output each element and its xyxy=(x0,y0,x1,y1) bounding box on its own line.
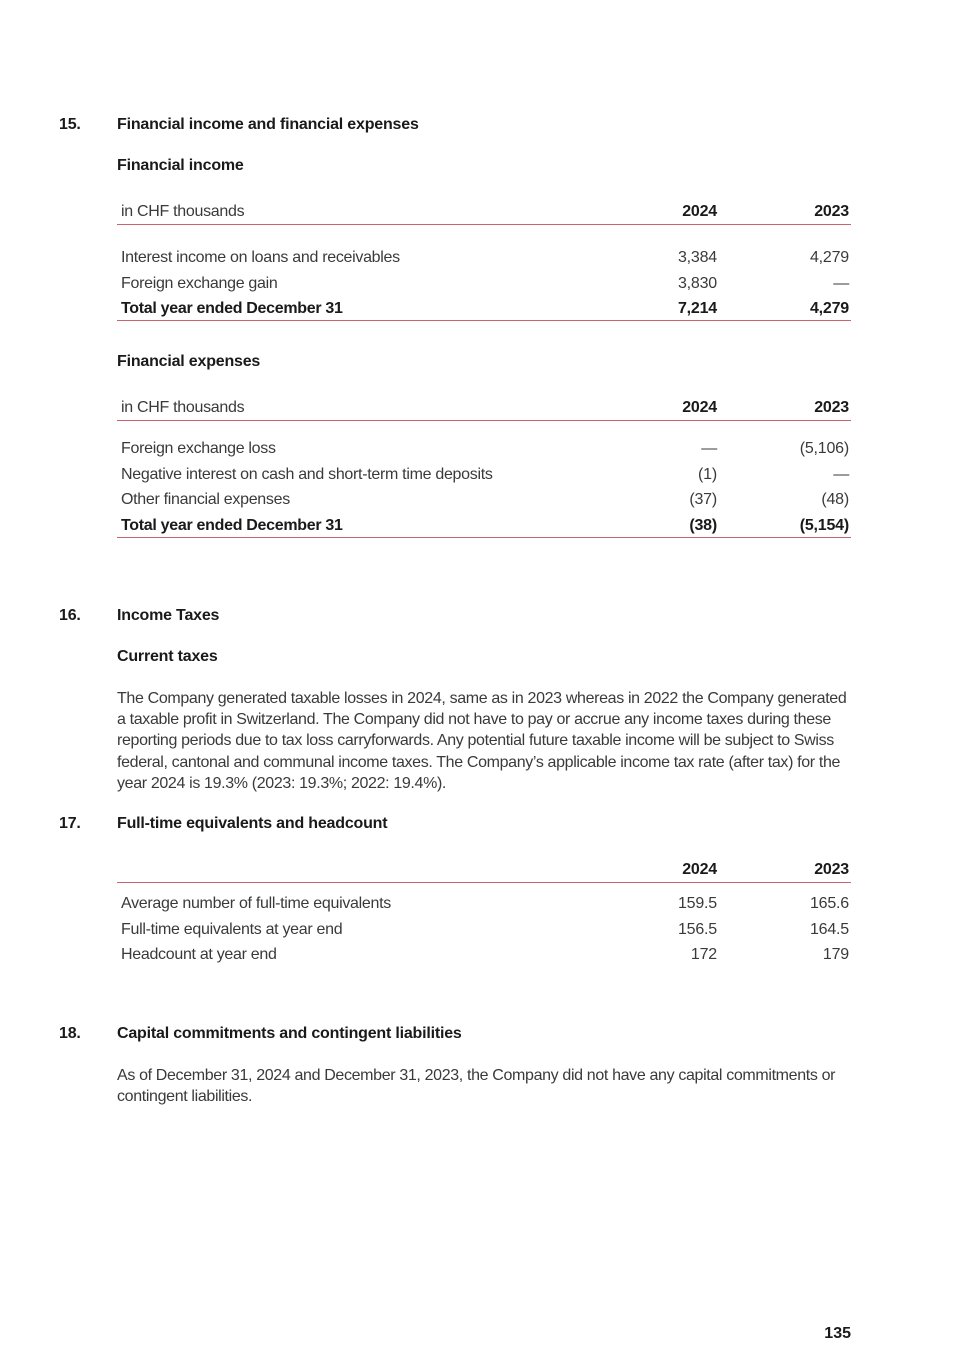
page-number: 135 xyxy=(824,1325,851,1342)
financial-expenses-table xyxy=(117,395,851,538)
section-16-heading xyxy=(59,607,219,625)
row-value-2023: — xyxy=(833,465,849,483)
row-value-2023: (48) xyxy=(821,491,849,508)
col-2024-header: 2024 xyxy=(682,399,717,416)
col-2024-header: 2024 xyxy=(682,203,717,220)
row-label: Foreign exchange loss xyxy=(121,440,276,457)
total-value-2024: 7,214 xyxy=(677,300,717,317)
table-row xyxy=(117,462,851,488)
table-row xyxy=(117,245,851,271)
row-label: Foreign exchange gain xyxy=(121,274,278,292)
table-row xyxy=(117,271,851,297)
table-row xyxy=(117,942,851,968)
table-header xyxy=(117,199,851,225)
financial-expenses-subheading: Financial expenses xyxy=(117,353,261,370)
row-value-2024: 3,384 xyxy=(677,249,717,266)
total-value-2023: 4,279 xyxy=(809,300,849,317)
section-number: 15. xyxy=(59,116,81,133)
financial-income-subheading: Financial income xyxy=(117,157,244,174)
total-label: Total year ended December 31 xyxy=(121,300,343,317)
row-value-2024: 3,830 xyxy=(677,274,717,292)
section-number: 16. xyxy=(59,607,81,624)
row-value-2023: 4,279 xyxy=(809,249,849,266)
row-value-2023: — xyxy=(833,274,849,292)
section-number: 18. xyxy=(59,1025,81,1042)
table-row xyxy=(117,436,851,462)
row-value-2024: 156.5 xyxy=(677,920,717,938)
total-value-2024: (38) xyxy=(689,516,717,534)
col-2023-header: 2023 xyxy=(814,399,849,416)
total-label: Total year ended December 31 xyxy=(121,516,343,534)
table-total-row xyxy=(117,513,851,538)
row-value-2023: 165.6 xyxy=(809,895,849,912)
section-title: Capital commitments and contingent liabilities xyxy=(117,1025,462,1042)
row-label: Other financial expenses xyxy=(121,491,290,508)
row-label: Interest income on loans and receivables xyxy=(121,249,400,266)
section-number: 17. xyxy=(59,815,81,832)
capital-commitments-paragraph: As of December 31, 2024 and December 31, 2023, the Company did not have any capital commitments or contingent liabilities. xyxy=(117,1067,836,1106)
row-label: Average number of full-time equivalents xyxy=(121,895,391,912)
table-header xyxy=(117,395,851,421)
col-2023-header: 2023 xyxy=(814,861,849,878)
table-row xyxy=(117,487,851,513)
row-label: Full-time equivalents at year end xyxy=(121,920,343,938)
row-value-2024: 172 xyxy=(690,946,717,963)
row-value-2023: 179 xyxy=(822,946,849,963)
row-value-2024: (37) xyxy=(689,491,717,508)
section-title: Full-time equivalents and headcount xyxy=(117,815,388,832)
income-taxes-paragraph: The Company generated taxable losses in 2024, same as in 2023 whereas in 2022 the Company generated a taxable profit in Switzerland. The Company did not have to pay or accrue any income taxes during these reporting periods due to tax loss carryforwards. Any potential future taxable income will be subject to Swiss federal, cantonal and communal income taxes. The Company’s applicable income tax rate (after tax) for the year 2024 is 19.3% (2023: 19.3%; 2022: 19.4%). xyxy=(117,690,847,792)
unit-label: in CHF thousands xyxy=(121,203,245,220)
section-15-heading xyxy=(59,116,419,134)
row-value-2023: (5,106) xyxy=(799,440,849,457)
current-taxes-subheading: Current taxes xyxy=(117,648,218,665)
col-2024-header: 2024 xyxy=(682,861,717,878)
row-value-2024: 159.5 xyxy=(677,895,717,912)
section-18-heading xyxy=(59,1025,462,1043)
table-total-row xyxy=(117,296,851,321)
total-value-2023: (5,154) xyxy=(799,516,849,534)
row-value-2024: — xyxy=(701,440,717,457)
section-title: Income Taxes xyxy=(117,607,220,624)
section-title: Financial income and financial expenses xyxy=(117,116,419,133)
financial-income-table xyxy=(117,199,851,321)
row-value-2024: (1) xyxy=(698,465,717,483)
table-row xyxy=(117,917,851,943)
fte-headcount-table xyxy=(117,857,851,968)
row-label: Negative interest on cash and short-term time deposits xyxy=(121,465,493,483)
col-2023-header: 2023 xyxy=(814,203,849,220)
table-row xyxy=(117,891,851,917)
section-17-heading xyxy=(59,815,387,833)
row-label: Headcount at year end xyxy=(121,946,277,963)
unit-label: in CHF thousands xyxy=(121,399,245,416)
row-value-2023: 164.5 xyxy=(809,920,849,938)
table-header xyxy=(117,857,851,883)
